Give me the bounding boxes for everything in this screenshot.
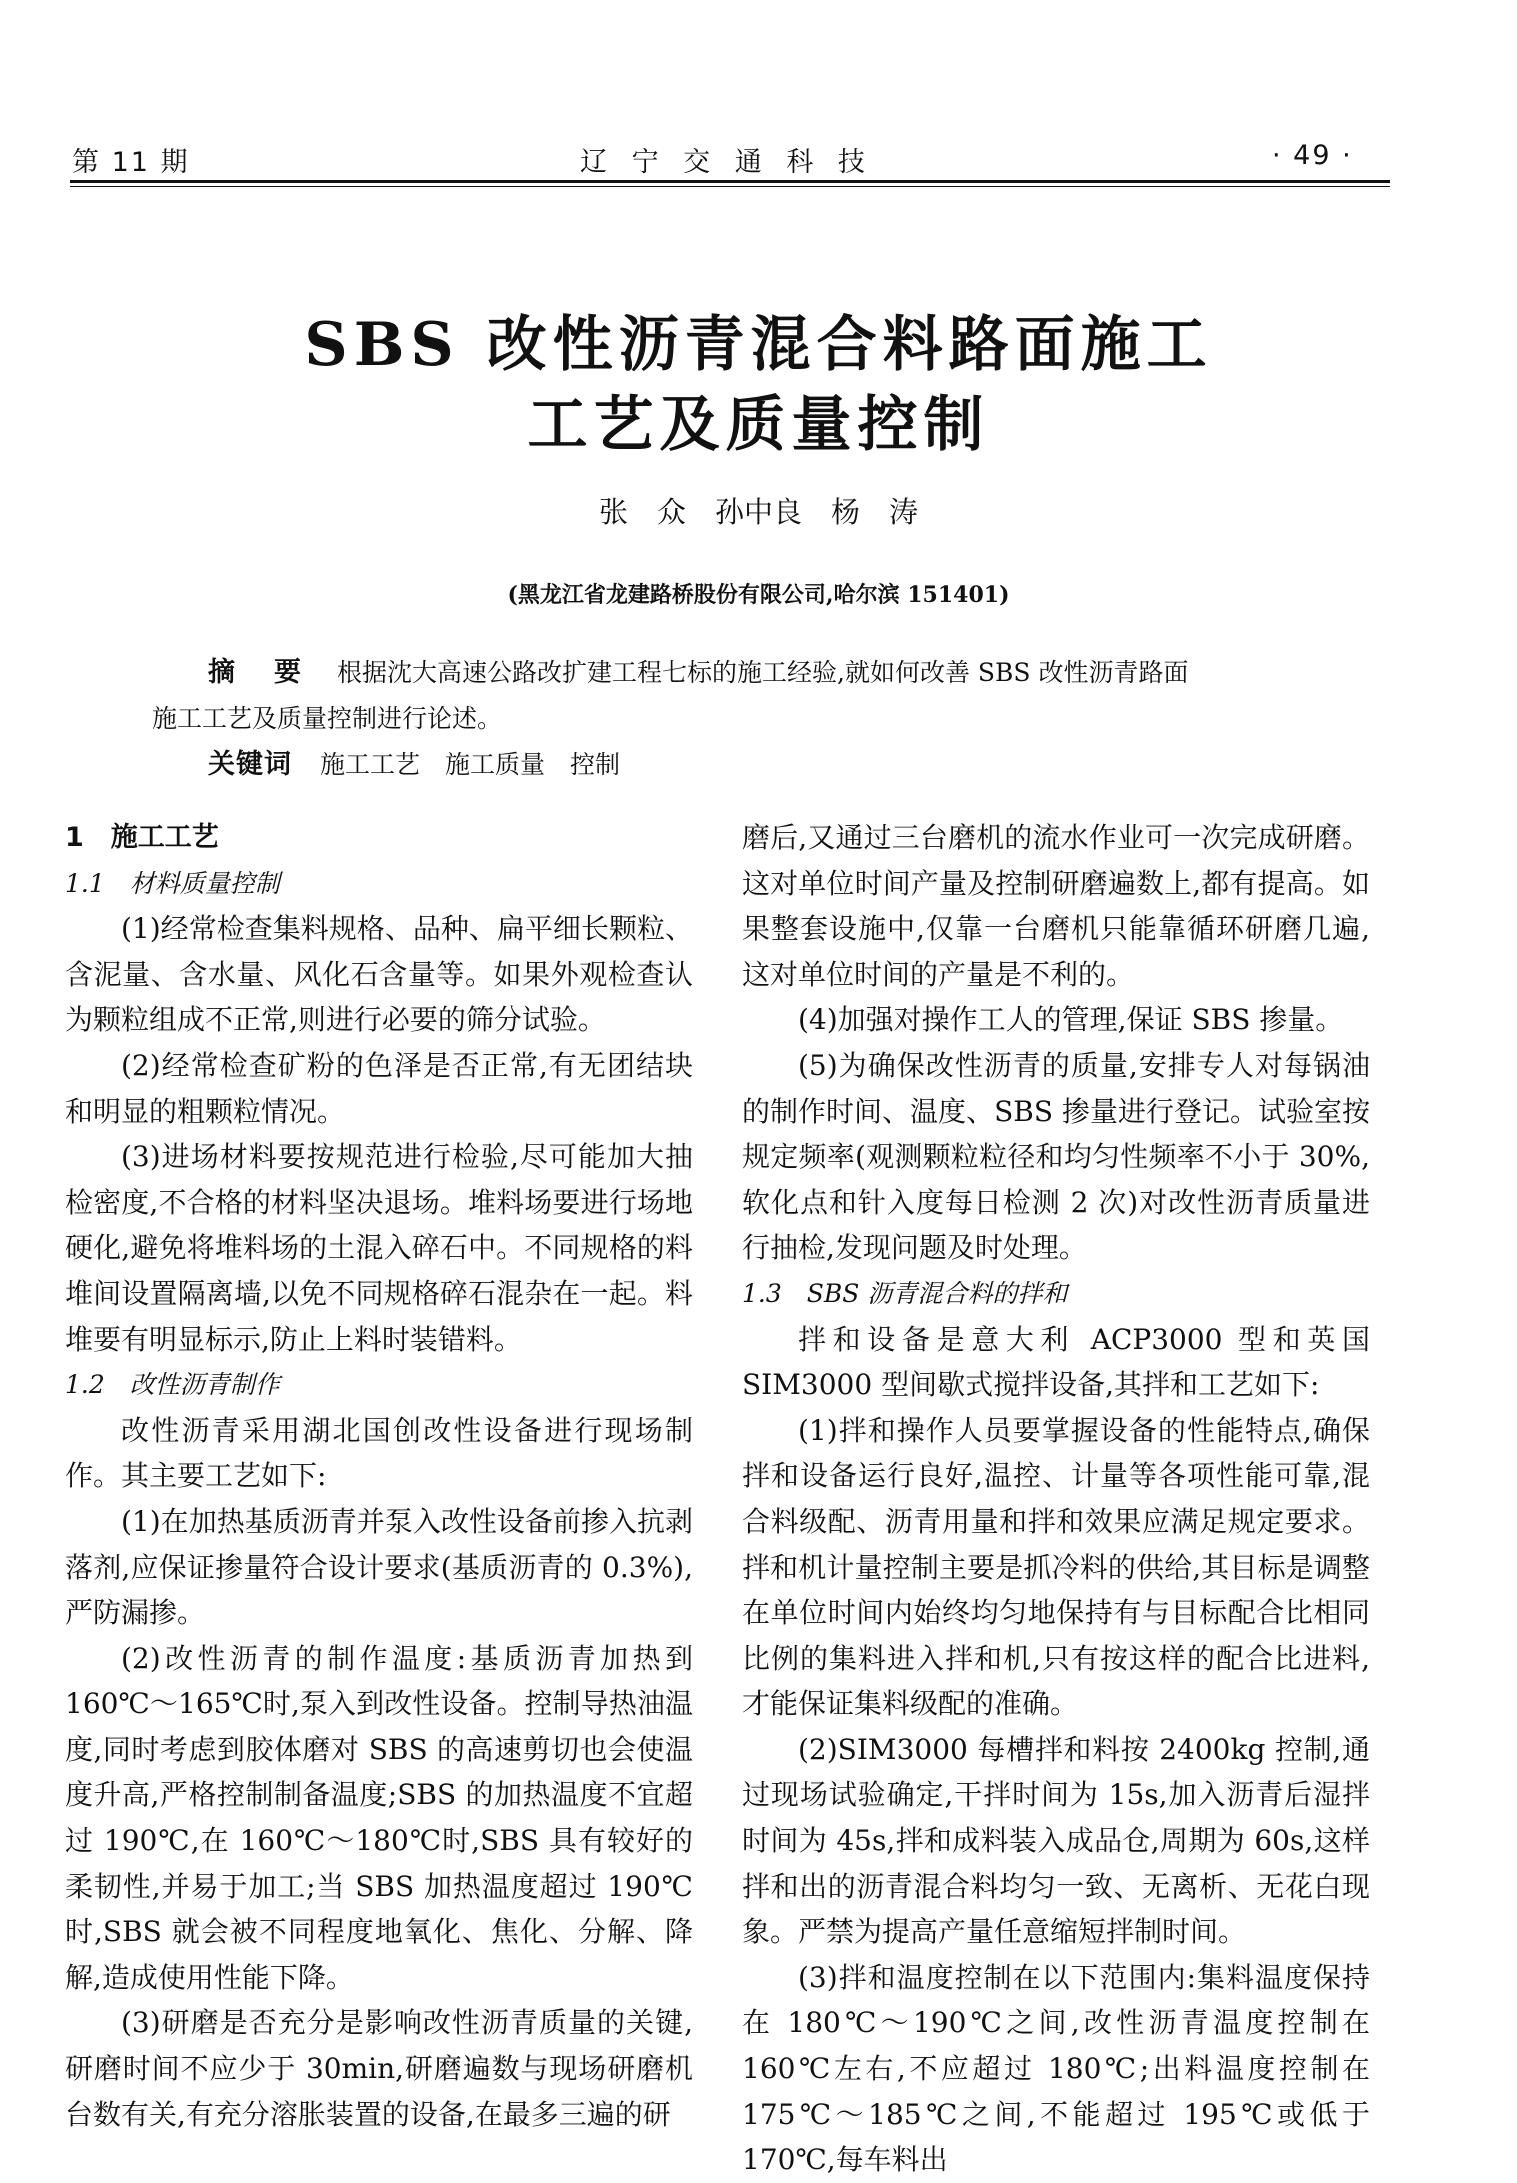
paragraph: (2)SIM3000 每槽拌和料按 2400kg 控制,通过现场试验确定,干拌时间为 15s,加入沥青后湿拌时间为 45s,拌和成料装入成品仓,周期为 60s,这样拌和出的沥青混合料均匀一致、无离析、无花白现象。严禁为提高产量任意缩短拌制时间。 xyxy=(742,1732,1370,1949)
header-rule-thick xyxy=(70,180,1390,183)
affiliation: (黑龙江省龙建路桥股份有限公司,哈尔滨 151401) xyxy=(507,582,1010,608)
abstract-text-1: 根据沈大高速公路改扩建工程七标的施工经验,就如何改善 SBS 改性沥青路面 xyxy=(337,658,1189,687)
paragraph: (3)研磨是否充分是影响改性沥青质量的关键,研磨时间不应少于 30min,研磨遍数与现场研磨机台数有关,有充分溶胀装置的设备,在最多三遍的研 xyxy=(65,2006,693,2131)
abstract-label: 摘 要 xyxy=(208,657,307,688)
title-line-2: 工艺及质量控制 xyxy=(527,390,990,460)
paragraph: (1)经常检查集料规格、品种、扁平细长颗粒、含泥量、含水量、风化石含量等。如果外观检查认为颗粒组成不正常,则进行必要的筛分试验。 xyxy=(65,912,693,1037)
paragraph: (1)拌和操作人员要掌握设备的性能特点,确保拌和设备运行良好,温控、计量等各项性能可靠,混合料级配、沥青用量和拌和效果应满足规定要求。拌和机计量控制主要是抓冷料的供给,其目标是调整在单位时间内始终均匀地保持有与目标配合比相同比例的集料进入拌和机,只有按这样的配合比进料,才能保证集料级配的准确。 xyxy=(742,1413,1370,1721)
paragraph: 磨后,又通过三台磨机的流水作业可一次完成研磨。这对单位时间产量及控制研磨遍数上,都有提高。如果整套设施中,仅靠一台磨机只能靠循环研磨几遍,这对单位时间的产量是不利的。 xyxy=(742,821,1370,991)
paragraph: (2)经常检查矿粉的色泽是否正常,有无团结块和明显的粗颗粒情况。 xyxy=(65,1048,693,1128)
left-column xyxy=(65,815,693,2137)
paragraph: (1)在加热基质沥青并泵入改性设备前掺入抗剥落剂,应保证掺量符合设计要求(基质沥青的 0.3%),严防漏掺。 xyxy=(65,1504,693,1630)
subsection-heading: 1.2 改性沥青制作 xyxy=(65,1370,280,1400)
issue-number: 第 11 期 xyxy=(72,147,190,178)
paragraph: (4)加强对操作工人的管理,保证 SBS 掺量。 xyxy=(798,1003,1344,1037)
paragraph: (2)改性沥青的制作温度:基质沥青加热到 160℃～165℃时,泵入到改性设备。控制导热油温度,同时考虑到胶体磨对 SBS 的高速剪切也会使温度升高,严格控制制备温度;SBS 的加热温度不宜超过 190℃,在 160℃～180℃时,SBS 具有较好的柔韧性,并易于加工;当 SBS 加热温度超过 190℃时,SBS 就会被不同程度地氧化、焦化、分解、降解,造成使用性能下降。 xyxy=(65,1641,693,1994)
keywords-text: 施工工艺 施工质量 控制 xyxy=(320,750,621,779)
authors: 张 众 孙中良 杨 涛 xyxy=(598,495,918,529)
paragraph: (3)拌和温度控制在以下范围内:集料温度保持在 180℃～190℃之间,改性沥青温度控制在 160℃左右,不应超过 180℃;出料温度控制在 175℃～185℃之间,不能超过 195℃或低于 170℃,每车料出 xyxy=(742,1960,1370,2177)
paragraph: (3)进场材料要按规范进行检验,尽可能加大抽检密度,不合格的材料坚决退场。堆料场要进行场地硬化,避免将堆料场的土混入碎石中。不同规格的料堆间设置隔离墙,以免不同规格碎石混杂在一起。料堆要有明显标示,防止上料时装错料。 xyxy=(65,1140,693,1356)
keywords-label: 关键词 xyxy=(208,749,292,780)
journal-name: 辽 宁 交 通 科 技 xyxy=(580,147,873,178)
subsection-heading: 1.3 SBS 沥青混合料的拌和 xyxy=(742,1278,1068,1308)
paragraph: (5)为确保改性沥青的质量,安排专人对每锅油的制作时间、温度、SBS 掺量进行登记。试验室按规定频率(观测颗粒粒径和均匀性频率不小于 30%,软化点和针入度每日检测 2 次)对改性沥青质量进行抽检,发现问题及时处理。 xyxy=(742,1048,1370,1265)
paragraph: 拌和设备是意大利 ACP3000 型和英国 SIM3000 型间歇式搅拌设备,其拌和工艺如下: xyxy=(742,1322,1370,1402)
abstract-line-2: 施工工艺及质量控制进行论述。 xyxy=(152,704,503,733)
header-rule-thin xyxy=(70,186,1390,187)
title-line-1: SBS 改性沥青混合料路面施工 xyxy=(304,310,1213,380)
keywords-line xyxy=(208,742,620,788)
section-heading: 1 施工工艺 xyxy=(65,822,219,853)
abstract-line-1 xyxy=(208,650,1358,696)
subsection-heading: 1.1 材料质量控制 xyxy=(65,868,280,898)
page-number: · 49 · xyxy=(1272,140,1353,171)
right-column xyxy=(742,815,1370,2183)
paragraph: 改性沥青采用湖北国创改性设备进行现场制作。其主要工艺如下: xyxy=(65,1413,693,1493)
